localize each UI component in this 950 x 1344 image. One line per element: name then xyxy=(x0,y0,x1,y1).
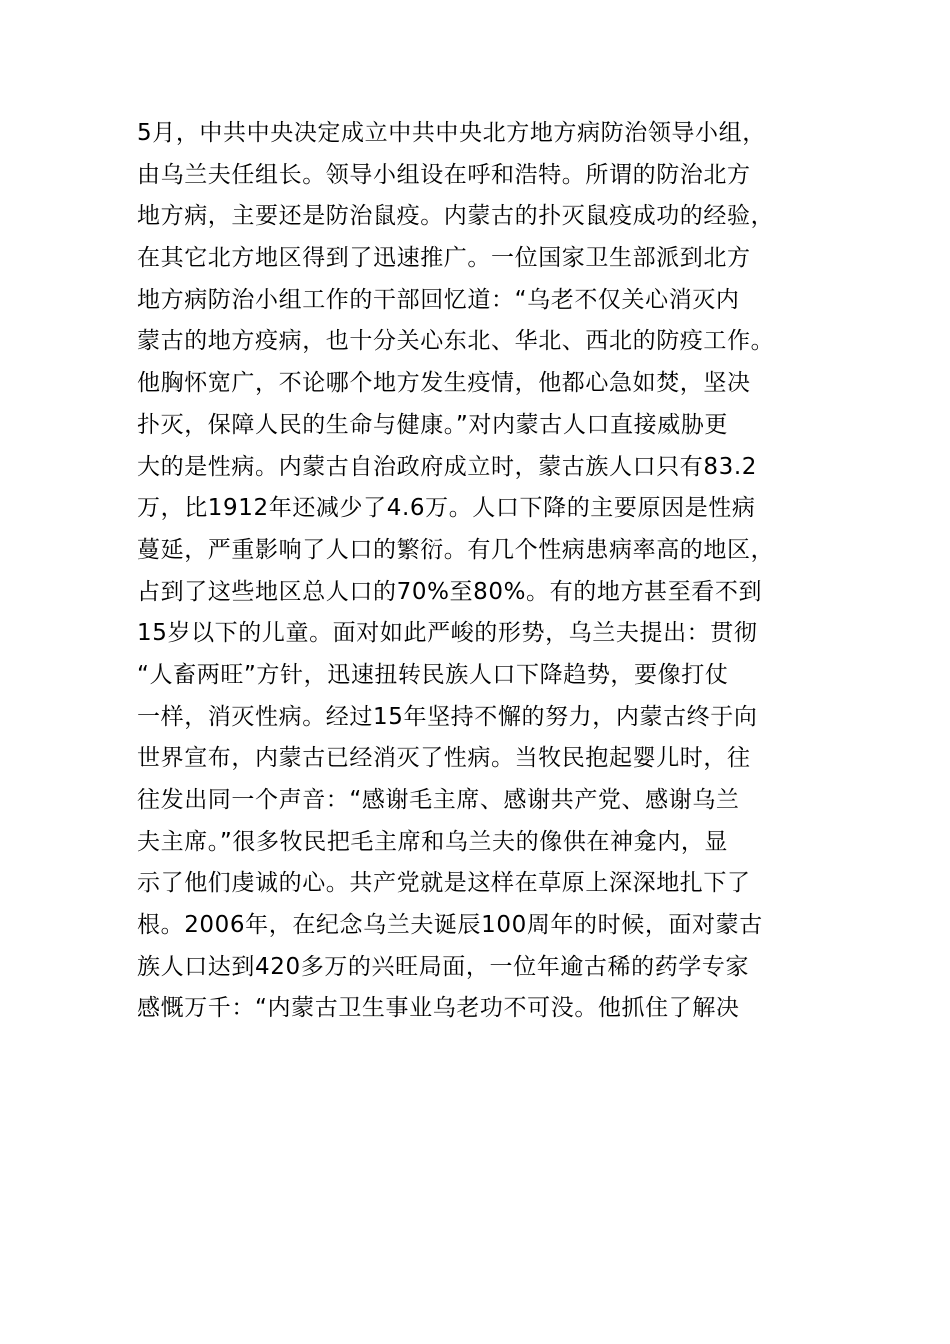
text-line: 族人口达到420多万的兴旺局面，一位年逾古稀的药学专家 xyxy=(137,953,750,980)
text-line: 万，比1912年还减少了4.6万。人口下降的主要原因是性病 xyxy=(137,495,756,522)
text-line: 感慨万千：“内蒙古卫生事业乌老功不可没。他抓住了解决 xyxy=(137,995,740,1022)
text-line: 示了他们虔诚的心。共产党就是这样在草原上深深地扎下了 xyxy=(137,870,751,897)
text-line: 夫主席。”很多牧民把毛主席和乌兰夫的像供在神龛内，显 xyxy=(137,828,729,855)
text-line: “人畜两旺”方针，迅速扭转民族人口下降趋势，要像打仗 xyxy=(137,661,729,688)
text-line: 根。2006年，在纪念乌兰夫诞辰100周年的时候，面对蒙古 xyxy=(137,912,763,939)
text-line: 往发出同一个声音：“感谢毛主席、感谢共产党、感谢乌兰 xyxy=(137,787,740,813)
text-line: 大的是性病。内蒙古自治政府成立时，蒙古族人口只有83.2 xyxy=(137,453,758,480)
text-line: 世界宣布，内蒙古已经消灭了性病。当牧民抱起婴儿时，往 xyxy=(137,745,751,772)
body-paragraph xyxy=(137,113,837,1030)
text-line: 5月，中共中央决定成立中共中央北方地方病防治领导小组， xyxy=(137,120,766,146)
text-line: 地方病防治小组工作的干部回忆道：“乌老不仅关心消灭内 xyxy=(137,286,740,313)
text-line: 扑灭，保障人民的生命与健康。”对内蒙古人口直接威胁更 xyxy=(137,411,729,438)
text-line: 一样，消灭性病。经过15年坚持不懈的努力，内蒙古终于向 xyxy=(137,703,758,730)
text-line: 他胸怀宽广，不论哪个地方发生疫情，他都心急如焚，坚决 xyxy=(137,370,751,397)
text-line: 蒙古的地方疫病，也十分关心东北、华北、西北的防疫工作。 xyxy=(137,328,775,355)
text-line: 由乌兰夫任组长。领导小组设在呼和浩特。所谓的防治北方 xyxy=(137,161,751,188)
text-line: 蔓延，严重影响了人口的繁衍。有几个性病患病率高的地区， xyxy=(137,536,775,563)
text-line: 地方病，主要还是防治鼠疫。内蒙古的扑灭鼠疫成功的经验， xyxy=(137,203,775,230)
text-line: 15岁以下的儿童。面对如此严峻的形势，乌兰夫提出：贯彻 xyxy=(137,620,758,647)
text-line: 占到了这些地区总人口的70%至80%。有的地方甚至看不到 xyxy=(137,578,763,605)
text-line: 在其它北方地区得到了迅速推广。一位国家卫生部派到北方 xyxy=(137,245,751,272)
